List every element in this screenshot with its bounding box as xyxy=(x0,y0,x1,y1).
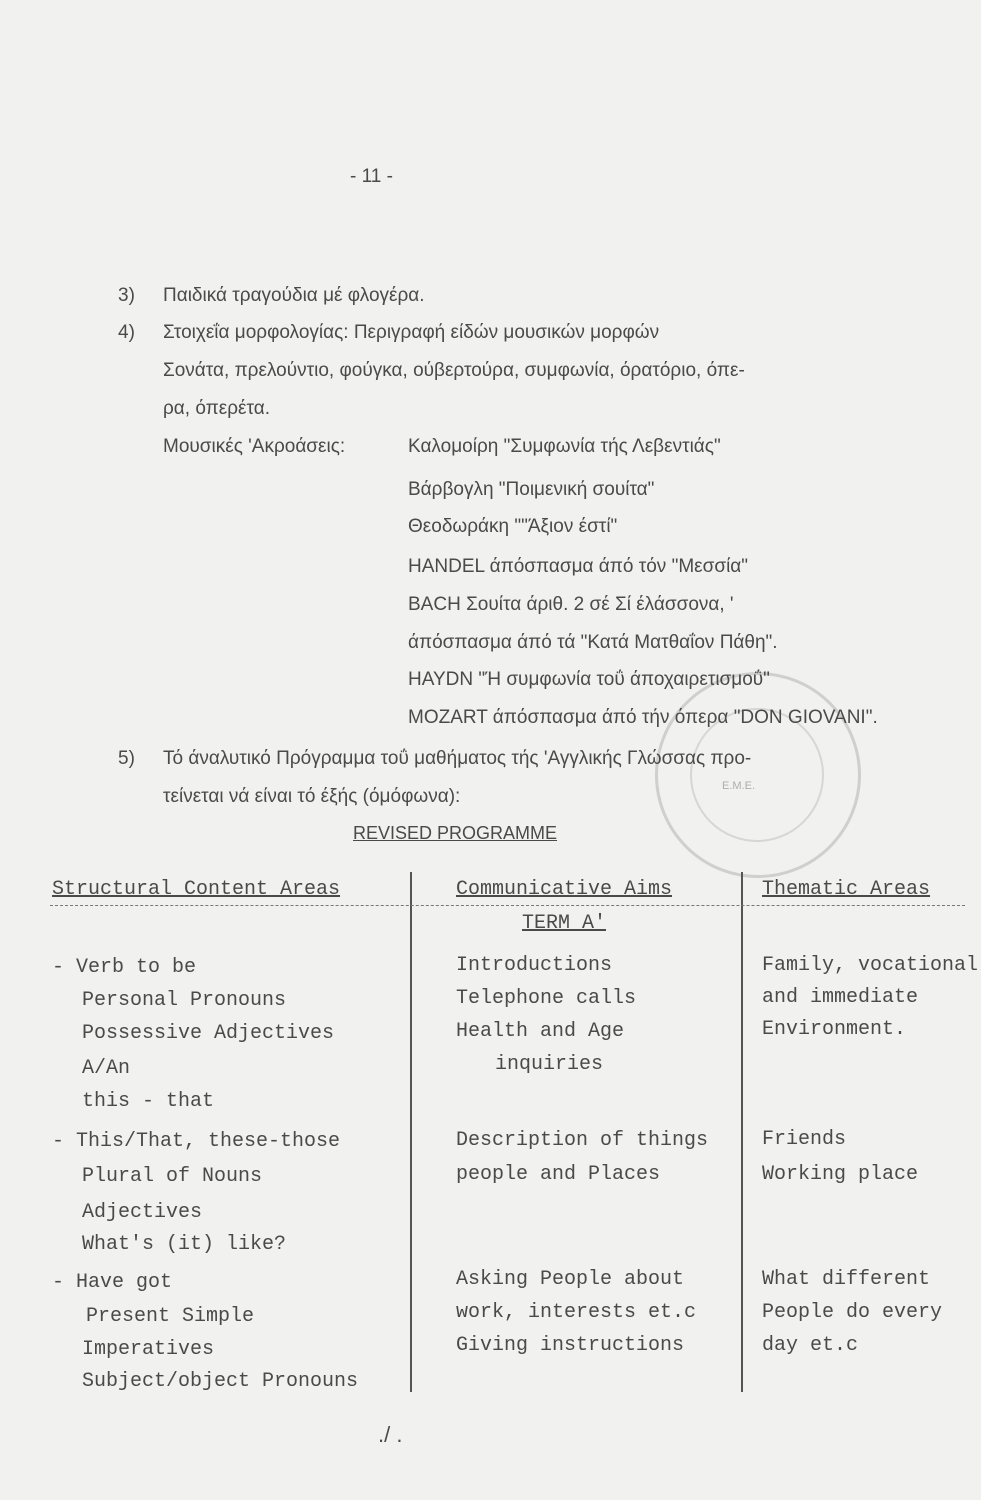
item-5-line-1: Τό άναλυτικό Πρόγραμμα τοΰ μαθήματος τής 'Αγγλικής Γλώσσας προ- xyxy=(163,748,752,769)
item-4-line-1: Στοιχεΐα μορφολογίας: Περιγραφή είδών μουσικών μορφών xyxy=(163,322,660,343)
structural-cell: A/An xyxy=(82,1057,131,1080)
thematic-cell: day et.c xyxy=(762,1334,859,1357)
thematic-cell: and immediate xyxy=(762,986,919,1009)
structural-cell: Personal Pronouns xyxy=(82,989,287,1012)
structural-cell: Imperatives xyxy=(82,1338,215,1361)
item-3-text: Παιδικά τραγούδια μέ φλογέρα. xyxy=(163,285,425,306)
thematic-cell: Family, vocational xyxy=(762,954,979,977)
structural-cell: this - that xyxy=(82,1090,215,1113)
listening-item: Θεοδωράκη ""Άξιον έστί" xyxy=(408,516,618,537)
communicative-cell: Asking People about xyxy=(456,1268,685,1291)
structural-cell: Plural of Nouns xyxy=(82,1165,263,1188)
listening-item: MOZART άπόσπασμα άπό τήν όπερα "DON GIOVANI". xyxy=(408,707,878,728)
structural-cell: What's (it) like? xyxy=(82,1233,287,1256)
header-communicative: Communicative Aims xyxy=(456,878,673,901)
thematic-cell: Working place xyxy=(762,1163,919,1186)
thematic-cell: People do every xyxy=(762,1301,943,1324)
page-number: - 11 - xyxy=(350,166,393,187)
thematic-cell: What different xyxy=(762,1268,931,1291)
structural-cell: Possessive Adjectives xyxy=(82,1022,335,1045)
structural-cell: Subject/object Pronouns xyxy=(82,1370,359,1393)
item-5-number: 5) xyxy=(118,748,135,769)
listening-item: HAYDN "Ή συμφωνία τοΰ άποχαιρετισμοΰ" xyxy=(408,669,770,690)
listening-label: Μουσικές 'Ακροάσεις: xyxy=(163,436,346,457)
listening-item: HANDEL άπόσπασμα άπό τόν "Μεσσία" xyxy=(408,556,749,577)
listening-item: άπόσπασμα άπό τά "Κατά Ματθαΐον Πάθη". xyxy=(408,632,778,653)
communicative-cell: Giving instructions xyxy=(456,1334,685,1357)
item-4-line-3: ρα, όπερέτα. xyxy=(163,398,271,419)
structural-cell: - Verb to be xyxy=(52,956,197,979)
listening-item: Βάρβογλη "Ποιμενική σουίτα" xyxy=(408,479,655,500)
column-divider xyxy=(410,872,412,1392)
communicative-cell: inquiries xyxy=(495,1053,604,1076)
thematic-cell: Friends xyxy=(762,1128,847,1151)
item-5-line-2: τείνεται νά είναι τό έξής (όμόφωνα): xyxy=(163,786,461,807)
item-4-number: 4) xyxy=(118,322,135,343)
structural-cell: Present Simple xyxy=(86,1305,255,1328)
communicative-cell: Description of things xyxy=(456,1129,709,1152)
page-continuation-mark: ./ . xyxy=(378,1422,403,1447)
header-rule xyxy=(50,905,965,906)
listening-item: Καλομοίρη "Συμφωνία τής Λεβεντιάς" xyxy=(408,436,721,457)
term-label: TERM A' xyxy=(522,912,607,935)
structural-cell: - Have got xyxy=(52,1271,173,1294)
communicative-cell: Introductions xyxy=(456,954,613,977)
thematic-cell: Environment. xyxy=(762,1018,907,1041)
header-thematic: Thematic Areas xyxy=(762,878,931,901)
item-4-line-2: Σονάτα, πρελούντιο, φούγκα, ούβερτούρα, συμφωνία, όρατόριο, όπε- xyxy=(163,360,745,381)
header-structural: Structural Content Areas xyxy=(52,878,341,901)
listening-item: BACH Σουίτα άριθ. 2 σέ Σί έλάσσονα, ' xyxy=(408,594,734,615)
structural-cell: - This/That, these-those xyxy=(52,1130,341,1153)
programme-title: REVISED PROGRAMME xyxy=(353,823,558,843)
stamp-text: Ε.Μ.Ε. xyxy=(722,780,756,792)
structural-cell: Adjectives xyxy=(82,1201,203,1224)
communicative-cell: people and Places xyxy=(456,1163,661,1186)
item-3-number: 3) xyxy=(118,285,135,306)
communicative-cell: work, interests et.c xyxy=(456,1301,697,1324)
communicative-cell: Health and Age xyxy=(456,1020,625,1043)
communicative-cell: Telephone calls xyxy=(456,987,637,1010)
column-divider xyxy=(741,872,743,1392)
